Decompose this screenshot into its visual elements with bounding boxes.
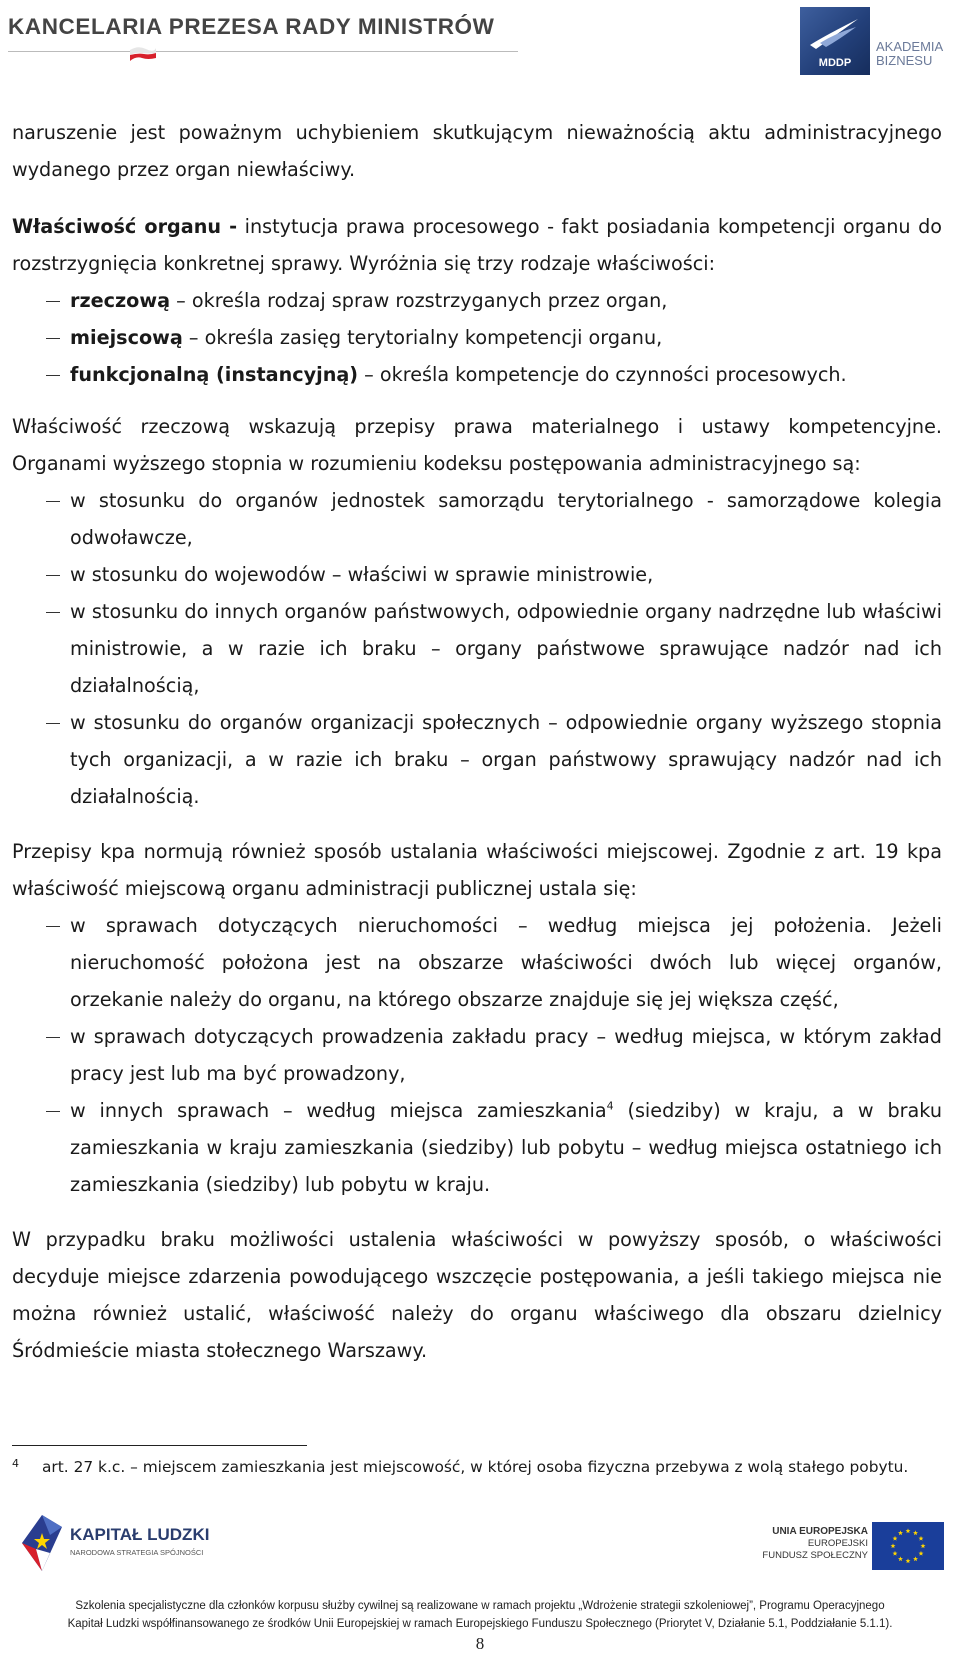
list-item-text: – określa zasięg terytorialny kompetencji organu, (182, 326, 663, 349)
project-info (0, 1597, 960, 1633)
eu-logo (760, 1522, 950, 1572)
list-item: w stosunku do wojewodów – właściwi w sprawie ministrowie, (12, 556, 942, 593)
footnote-reference: 4 (606, 1099, 614, 1113)
akademia-line: AKADEMIA (876, 39, 944, 54)
eu-star-icon (913, 1556, 918, 1561)
paragraph-local-jurisdiction: Przepisy kpa normują również sposób ustalania właściwości miejscowej. Zgodnie z art. 19 kpa właściwość miejscową organu administracji publicznej ustala się: (12, 840, 942, 900)
mddp-swoosh-icon (806, 15, 864, 51)
eu-star-icon (898, 1556, 903, 1561)
list-item (12, 356, 942, 393)
document-body (12, 114, 942, 1369)
list-item-text: w innych sprawach – według miejsca zamieszkania (70, 1099, 607, 1122)
eu-fund-line: FUNDUSZ SPOŁECZNY (762, 1550, 868, 1561)
paragraph-intro: naruszenie jest poważnym uchybieniem skutkującym nieważnością aktu administracyjnego wydanego przez organ niewłaściwy. (12, 121, 942, 181)
list-item (12, 319, 942, 356)
list-item: w sprawach dotyczących nieruchomości – według miejsca jej położenia. Jeżeli nieruchomość położona jest na obszarze właściwości dwóch lub więcej organów, orzekanie należy do organu, na którego obszarze znajduje się jej większa część, (12, 907, 942, 1018)
list-item: w sprawach dotyczących prowadzenia zakładu pracy – według miejsca, w którym zakład pracy jest lub ma być prowadzony, (12, 1018, 942, 1092)
list-item (12, 282, 942, 319)
footnote-number: 4 (12, 1457, 19, 1470)
definition-term: Właściwość organu - (12, 215, 238, 238)
page-header (0, 0, 960, 90)
list-item-term: miejscową (70, 326, 183, 349)
eu-star-icon (893, 1551, 898, 1556)
footnote (12, 1457, 942, 1478)
list-item: w stosunku do innych organów państwowych, odpowiednie organy nadrzędne lub właściwi ministrowie, a w razie ich braku – organy państwowe sprawujące nadzór nad ich działalnością, (12, 593, 942, 704)
eu-star-icon (921, 1543, 926, 1548)
paragraph-higher-organs: Właściwość rzeczową wskazują przepisy prawa materialnego i ustawy kompetencyjne. Organami wyższego stopnia w rozumieniu kodeksu postępowania administracyjnego są: (12, 415, 942, 475)
eu-stars-icon (872, 1522, 944, 1570)
akademia-biznesu-logo (876, 40, 943, 68)
list-item-term: funkcjonalną (instancyjną) (70, 363, 359, 386)
polish-flag-icon (128, 44, 158, 64)
list-item-text: (siedziby) w kraju, a w braku zamieszkania w kraju zamieszkania (siedziby) lub pobytu – według miejsca ostatniego ich zamieszkania (siedziby) lub pobytu w kraju. (70, 1099, 942, 1196)
definition-text: instytucja prawa procesowego - fakt posiadania kompetencji organu do rozstrzygnięcia konkretnej sprawy. Wyróżnia się trzy rodzaje właściwości: (12, 215, 942, 275)
kprm-logo-text: KANCELARIA PREZESA RADY MINISTRÓW (8, 14, 495, 39)
eu-star-icon (906, 1528, 911, 1533)
eu-star-icon (898, 1530, 903, 1535)
footnote-divider (12, 1445, 307, 1446)
list-item (12, 1092, 942, 1203)
mddp-label: MDDP (818, 57, 852, 69)
mddp-logo (800, 7, 870, 75)
eu-star-icon (913, 1530, 918, 1535)
page-number: 8 (475, 1634, 485, 1653)
kapital-ludzki-emblem-icon (20, 1513, 64, 1573)
kapital-ludzki-logo (20, 1513, 210, 1575)
eu-star-icon (891, 1543, 896, 1548)
eu-fund-line: EUROPEJSKI (807, 1538, 868, 1549)
kapital-ludzki-title: KAPITAŁ LUDZKI (70, 1525, 210, 1544)
eu-star-icon (906, 1558, 911, 1563)
list-item: w stosunku do organów jednostek samorządu terytorialnego - samorządowe kolegia odwoławcze, (12, 482, 942, 556)
eu-star-icon (919, 1551, 924, 1556)
project-info-line: Kapitał Ludzki współfinansowanego ze środków Unii Europejskiej w ramach Europejskiego Funduszu Społecznego (Priorytet V, Działanie 5.1, Poddziałanie 5.1.1). (67, 1618, 893, 1630)
jurisdiction-types-list (12, 282, 942, 393)
header-divider (8, 51, 518, 52)
biznesu-line: BIZNESU (876, 53, 933, 68)
footnote-text: art. 27 k.c. – miejscem zamieszkania jest miejscowość, w której osoba fizyczna przebywa z wolą stałego pobytu. (42, 1458, 909, 1476)
higher-organs-list (12, 482, 942, 815)
local-jurisdiction-list (12, 907, 942, 1203)
eu-star-icon (893, 1536, 898, 1541)
eu-title: UNIA EUROPEJSKA (772, 1526, 868, 1537)
eu-text (762, 1526, 868, 1562)
list-item-term: rzeczową (70, 289, 171, 312)
paragraph-fallback-rule: W przypadku braku możliwości ustalenia właściwości w powyższy sposób, o właściwości decyduje miejsce zdarzenia powodującego wszczęcie postępowania, a jeśli takiego miejsca nie można również ustalić, właściwość należy do organu właściwego dla obszaru dzielnicy Śródmieście miasta stołecznego Warszawy. (12, 1228, 942, 1362)
list-item-text: – określa kompetencje do czynności procesowych. (358, 363, 847, 386)
kapital-ludzki-subtitle: NARODOWA STRATEGIA SPÓJNOŚCI (70, 1548, 204, 1557)
eu-flag-icon (872, 1522, 944, 1570)
eu-star-icon (919, 1536, 924, 1541)
project-info-line: Szkolenia specjalistyczne dla członków korpusu służby cywilnej są realizowane w ramach projektu „Wdrożenie strategii szkoleniowej”, Programu Operacyjnego (75, 1600, 885, 1612)
paragraph-definition (12, 208, 942, 282)
list-item-text: – określa rodzaj spraw rozstrzyganych przez organ, (170, 289, 668, 312)
list-item: w stosunku do organów organizacji społecznych – odpowiednie organy wyższego stopnia tych organizacji, a w razie ich braku – organ państwowy sprawujący nadzór nad ich działalnością. (12, 704, 942, 815)
